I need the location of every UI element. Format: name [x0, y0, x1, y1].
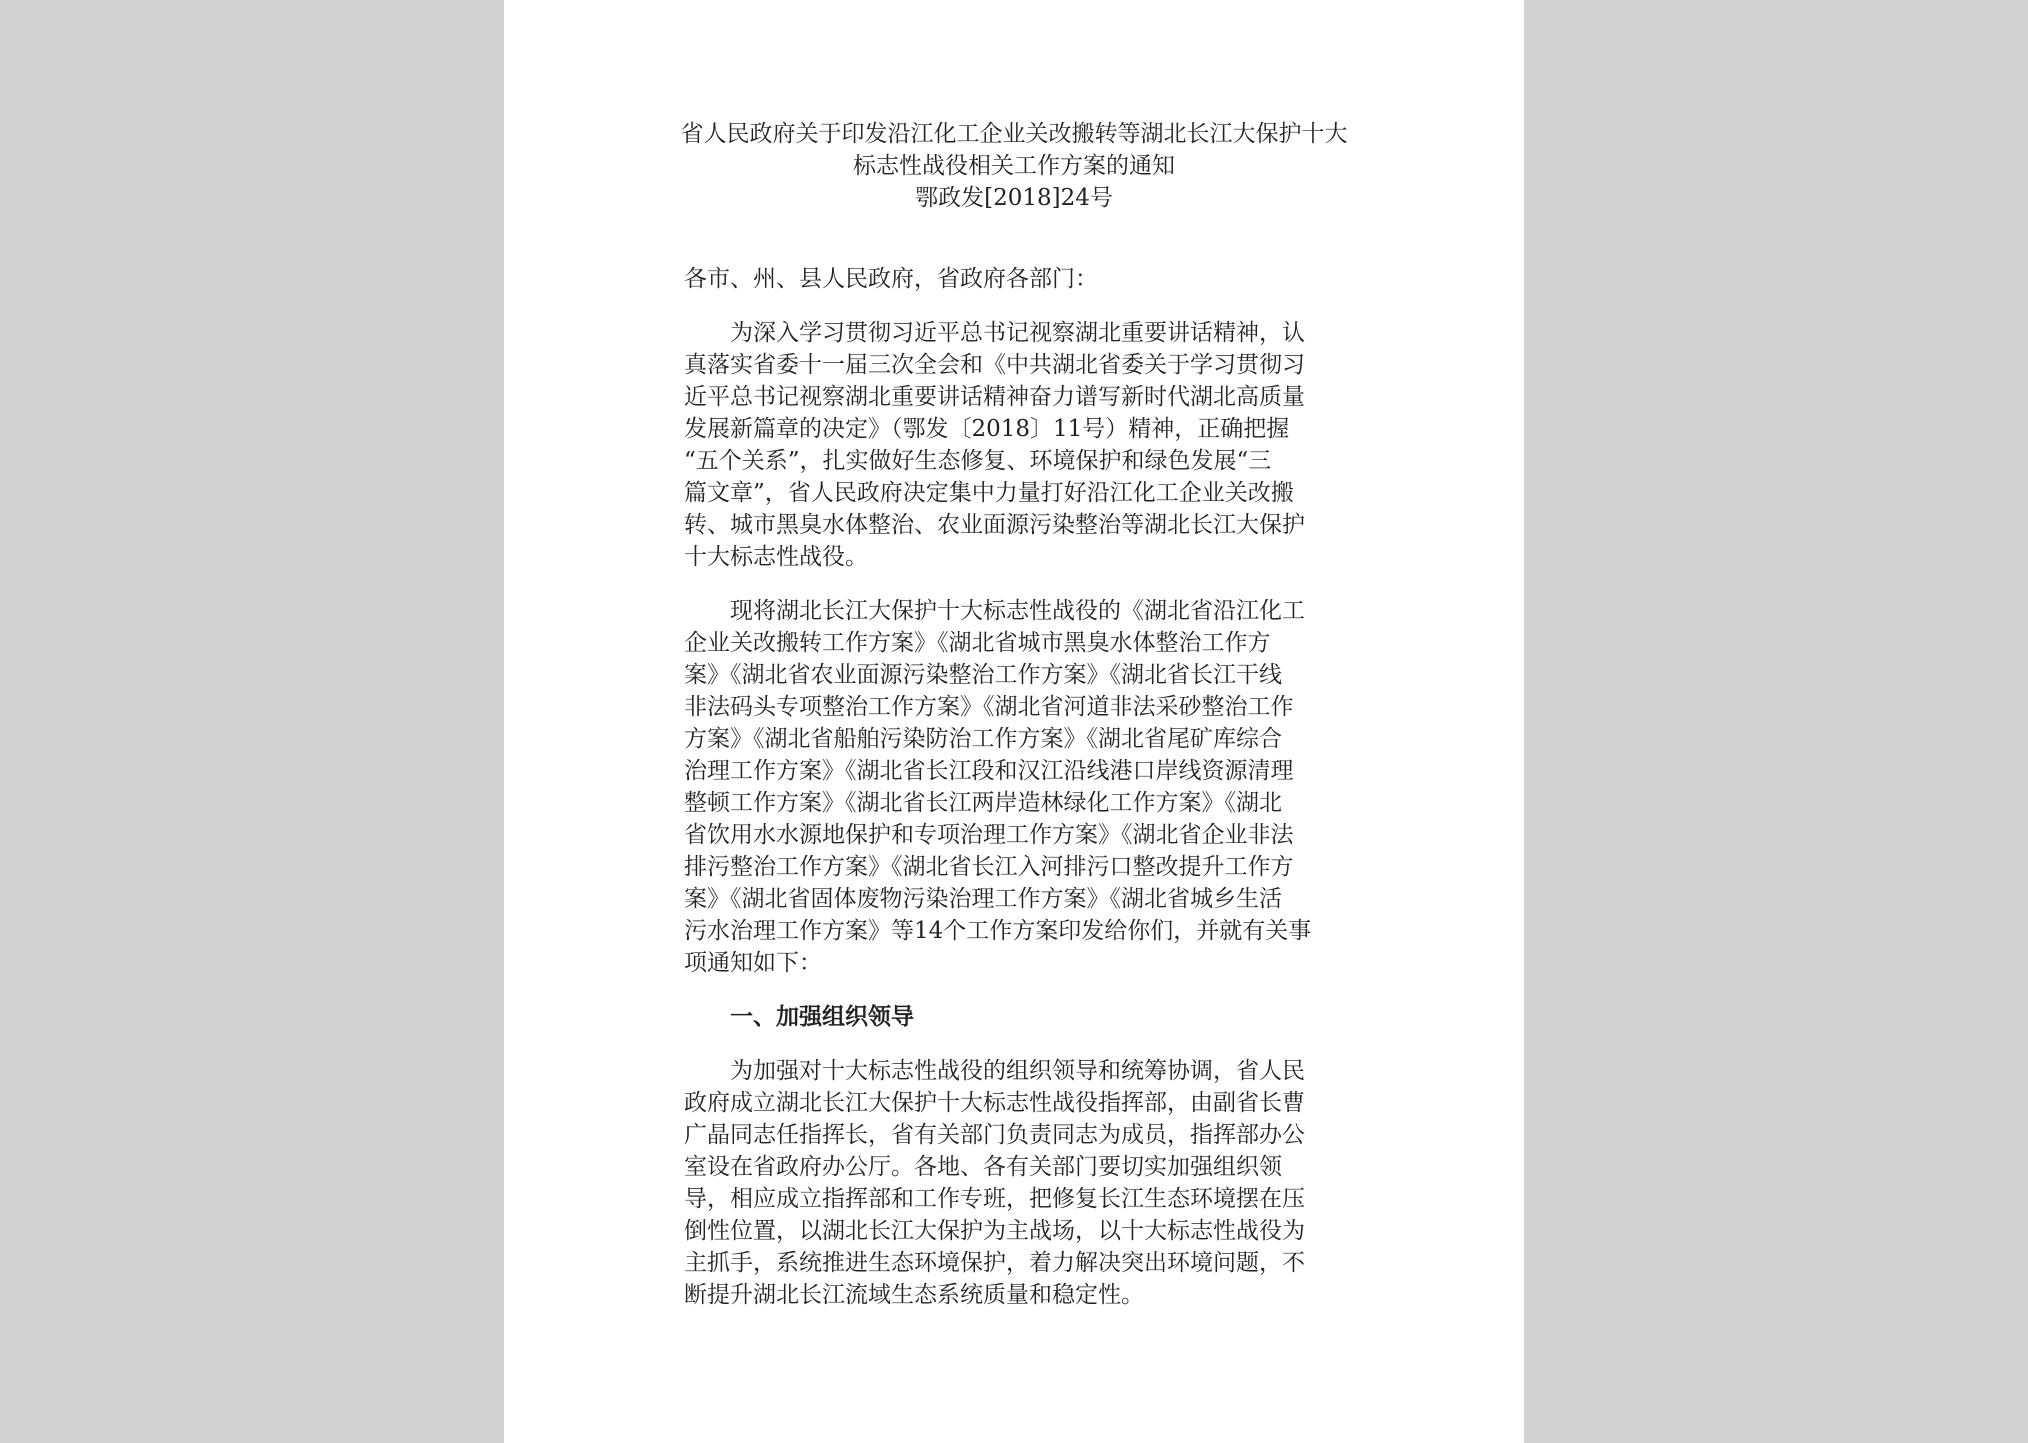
paragraph-line: 政府成立湖北长江大保护十大标志性战役指挥部，由副省长曹: [684, 1090, 1305, 1116]
paragraph-line: 广晶同志任指挥长，省有关部门负责同志为成员，指挥部办公: [684, 1122, 1305, 1148]
paragraph-line: 倒性位置，以湖北长江大保护为主战场，以十大标志性战役为: [684, 1218, 1305, 1244]
paragraph-line: 室设在省政府办公厅。各地、各有关部门要切实加强组织领: [684, 1154, 1282, 1180]
paragraph-line: 非法码头专项整治工作方案》《湖北省河道非法采砂整治工作: [684, 694, 1294, 720]
paragraph-3: [684, 1055, 1344, 1311]
paragraph-line: 省饮用水水源地保护和专项治理工作方案》《湖北省企业非法: [684, 822, 1294, 848]
salutation: 各市、州、县人民政府，省政府各部门：: [684, 266, 1098, 292]
paragraph-line: 篇文章”，省人民政府决定集中力量打好沿江化工企业关改搬: [684, 480, 1294, 506]
section-heading: 一、加强组织领导: [730, 1003, 914, 1030]
paragraph-line: 案》《湖北省固体废物污染治理工作方案》《湖北省城乡生活: [684, 886, 1282, 912]
paragraph-line: 真落实省委十一届三次全会和《中共湖北省委关于学习贯彻习: [684, 352, 1305, 378]
paragraph-line: 案》《湖北省农业面源污染整治工作方案》《湖北省长江干线: [684, 662, 1282, 688]
paragraph-line: 发展新篇章的决定》（鄂发〔2018〕11号）精神，正确把握: [684, 416, 1290, 442]
title-line-2: 标志性战役相关工作方案的通知: [853, 153, 1175, 179]
paragraph-line: 近平总书记视察湖北重要讲话精神奋力谱写新时代湖北高质量: [684, 384, 1305, 410]
paragraph-line: 为深入学习贯彻习近平总书记视察湖北重要讲话精神，认: [730, 320, 1305, 346]
paragraph-line: 主抓手，系统推进生态环境保护，着力解决突出环境问题，不: [684, 1250, 1305, 1276]
document-title: [504, 118, 1524, 214]
paragraph-line: 转、城市黑臭水体整治、农业面源污染整治等湖北长江大保护: [684, 512, 1305, 538]
paragraph-line: 整顿工作方案》《湖北省长江两岸造林绿化工作方案》《湖北: [684, 790, 1282, 816]
paragraph-line: 现将湖北长江大保护十大标志性战役的《湖北省沿江化工: [730, 598, 1305, 624]
paragraph-1: [684, 317, 1344, 573]
paragraph-line: 污水治理工作方案》等14个工作方案印发给你们，并就有关事: [684, 918, 1312, 944]
paragraph-line: 导，相应成立指挥部和工作专班，把修复长江生态环境摆在压: [684, 1186, 1305, 1212]
document-body: [684, 263, 1344, 1311]
paragraph-line: 方案》《湖北省船舶污染防治工作方案》《湖北省尾矿库综合: [684, 726, 1282, 752]
document-number: 鄂政发[2018]24号: [915, 185, 1113, 211]
document-page: [504, 0, 1524, 1443]
paragraph-line: 为加强对十大标志性战役的组织领导和统筹协调，省人民: [730, 1058, 1305, 1084]
title-line-1: 省人民政府关于印发沿江化工企业关改搬转等湖北长江大保护十大: [680, 121, 1348, 147]
paragraph-line: 企业关改搬转工作方案》《湖北省城市黑臭水体整治工作方: [684, 630, 1271, 656]
paragraph-2: [684, 595, 1344, 979]
paragraph-line: 治理工作方案》《湖北省长江段和汉江沿线港口岸线资源清理: [684, 758, 1294, 784]
paragraph-line: 排污整治工作方案》《湖北省长江入河排污口整改提升工作方: [684, 854, 1294, 880]
paragraph-line: “五个关系”，扎实做好生态修复、环境保护和绿色发展“三: [684, 448, 1272, 474]
paragraph-line: 项通知如下：: [684, 950, 822, 976]
paragraph-line: 十大标志性战役。: [684, 544, 868, 570]
paragraph-line: 断提升湖北长江流域生态系统质量和稳定性。: [684, 1282, 1144, 1308]
